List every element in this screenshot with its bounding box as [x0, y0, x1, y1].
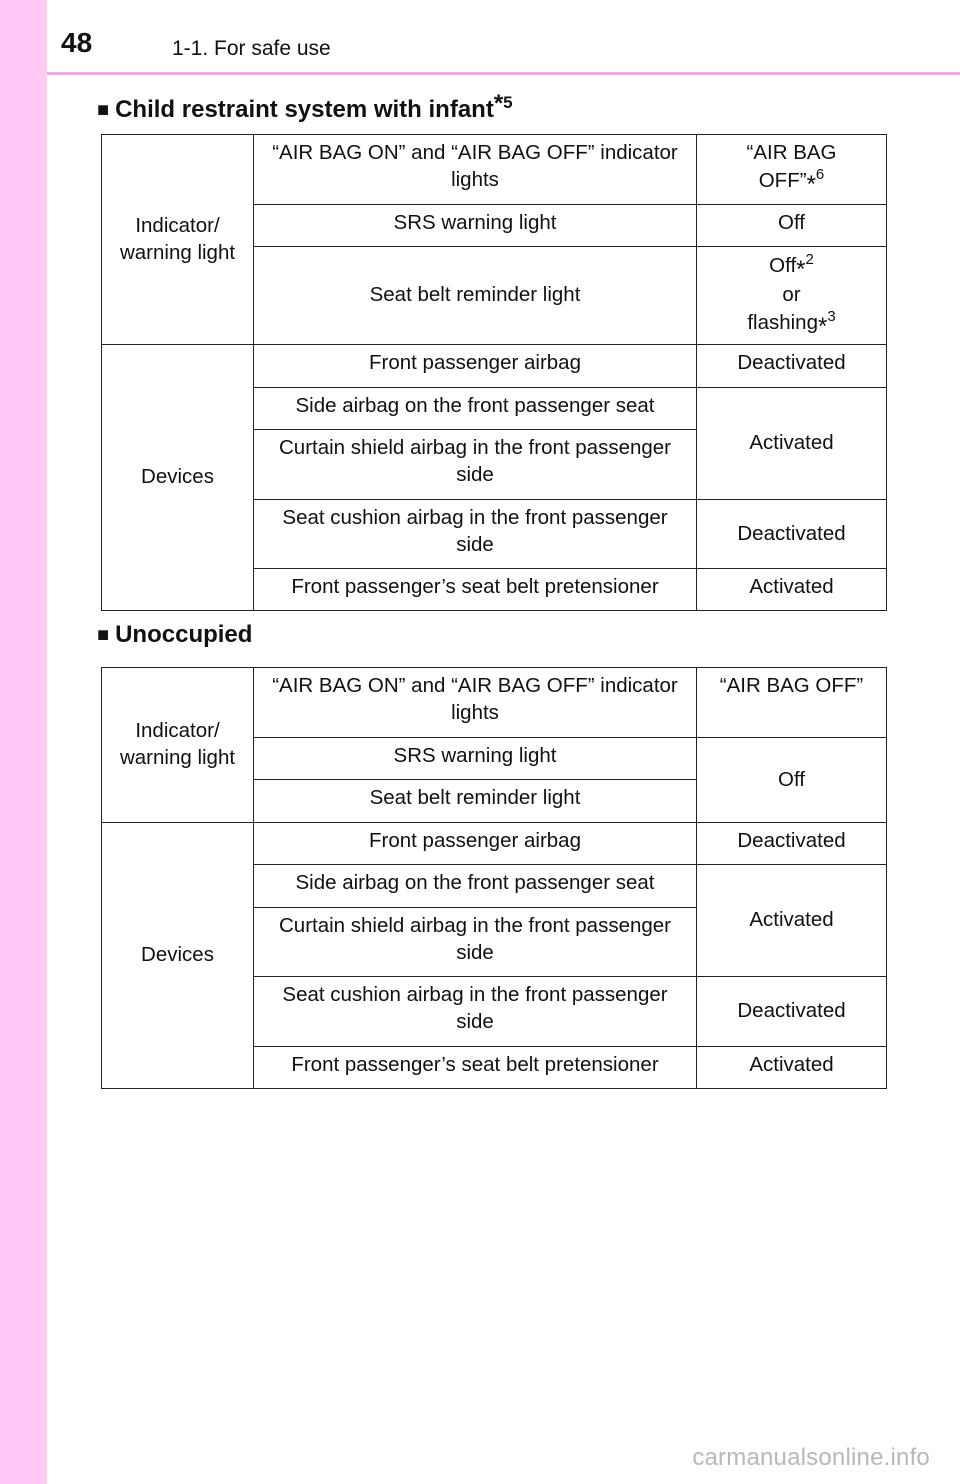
row-value: “AIR BAG OFF”*$^6$ — [697, 135, 887, 205]
section-heading-text: Child restraint system with infant — [115, 96, 494, 123]
square-bullet-icon: ■ — [97, 99, 110, 121]
section-reference: 1-1. For safe use — [172, 37, 331, 60]
row-value: Activated — [697, 569, 887, 611]
section-heading-unoccupied — [97, 620, 252, 651]
row-value: Activated — [697, 865, 887, 977]
table-row — [102, 823, 887, 865]
asterisk-icon: * — [796, 256, 806, 283]
row-value: Off — [697, 205, 887, 247]
row-label: “AIR BAG ON” and “AIR BAG OFF” indicator lights — [254, 668, 697, 738]
row-label: Seat cushion airbag in the front passenger side — [254, 500, 697, 569]
row-label: SRS warning light — [254, 738, 697, 780]
table-row — [102, 345, 887, 388]
status-table-child-restraint — [101, 134, 887, 611]
left-margin-band — [0, 0, 47, 1484]
row-label: Seat belt reminder light — [254, 247, 697, 345]
row-label: Front passenger airbag — [254, 823, 697, 865]
asterisk-icon: * — [493, 90, 504, 117]
footnote-marker: *5 — [493, 90, 513, 117]
row-label: Front passenger’s seat belt pretensioner — [254, 1047, 697, 1089]
row-value: Deactivated — [697, 823, 887, 865]
row-value: Deactivated — [697, 500, 887, 569]
group-label-devices: Devices — [102, 345, 254, 611]
row-value: Activated — [697, 1047, 887, 1089]
group-label-indicator: Indicator/ warning light — [102, 135, 254, 345]
row-value: Off — [697, 738, 887, 823]
row-label: Front passenger’s seat belt pretensioner — [254, 569, 697, 611]
row-label: Seat cushion airbag in the front passenger side — [254, 977, 697, 1047]
row-label: Curtain shield airbag in the front passenger side — [254, 908, 697, 977]
section-heading-text: Unoccupied — [115, 621, 253, 648]
header-rule — [47, 72, 960, 75]
row-label: SRS warning light — [254, 205, 697, 247]
row-value: “AIR BAG OFF” — [697, 668, 887, 738]
row-value: Deactivated — [697, 345, 887, 388]
row-label: Side airbag on the front passenger seat — [254, 388, 697, 430]
row-label: Front passenger airbag — [254, 345, 697, 388]
group-label-devices: Devices — [102, 823, 254, 1089]
square-bullet-icon: ■ — [97, 624, 110, 646]
status-table-unoccupied — [101, 667, 887, 1089]
group-label-indicator: Indicator/ warning light — [102, 668, 254, 823]
row-value: Off*$^2$ or flashing*$^3$ — [697, 247, 887, 345]
page-number: 48 — [61, 27, 93, 58]
table-row — [102, 668, 887, 738]
table-row — [102, 135, 887, 205]
watermark-text: carmanualsonline.info — [692, 1444, 930, 1471]
section-heading-child-restraint — [97, 86, 513, 126]
row-label: Side airbag on the front passenger seat — [254, 865, 697, 908]
asterisk-icon: * — [806, 171, 816, 198]
row-label: Curtain shield airbag in the front passenger side — [254, 430, 697, 500]
row-label: Seat belt reminder light — [254, 780, 697, 823]
row-label: “AIR BAG ON” and “AIR BAG OFF” indicator lights — [254, 135, 697, 205]
asterisk-icon: * — [817, 313, 828, 340]
row-value: Activated — [697, 388, 887, 500]
row-value: Deactivated — [697, 977, 887, 1047]
